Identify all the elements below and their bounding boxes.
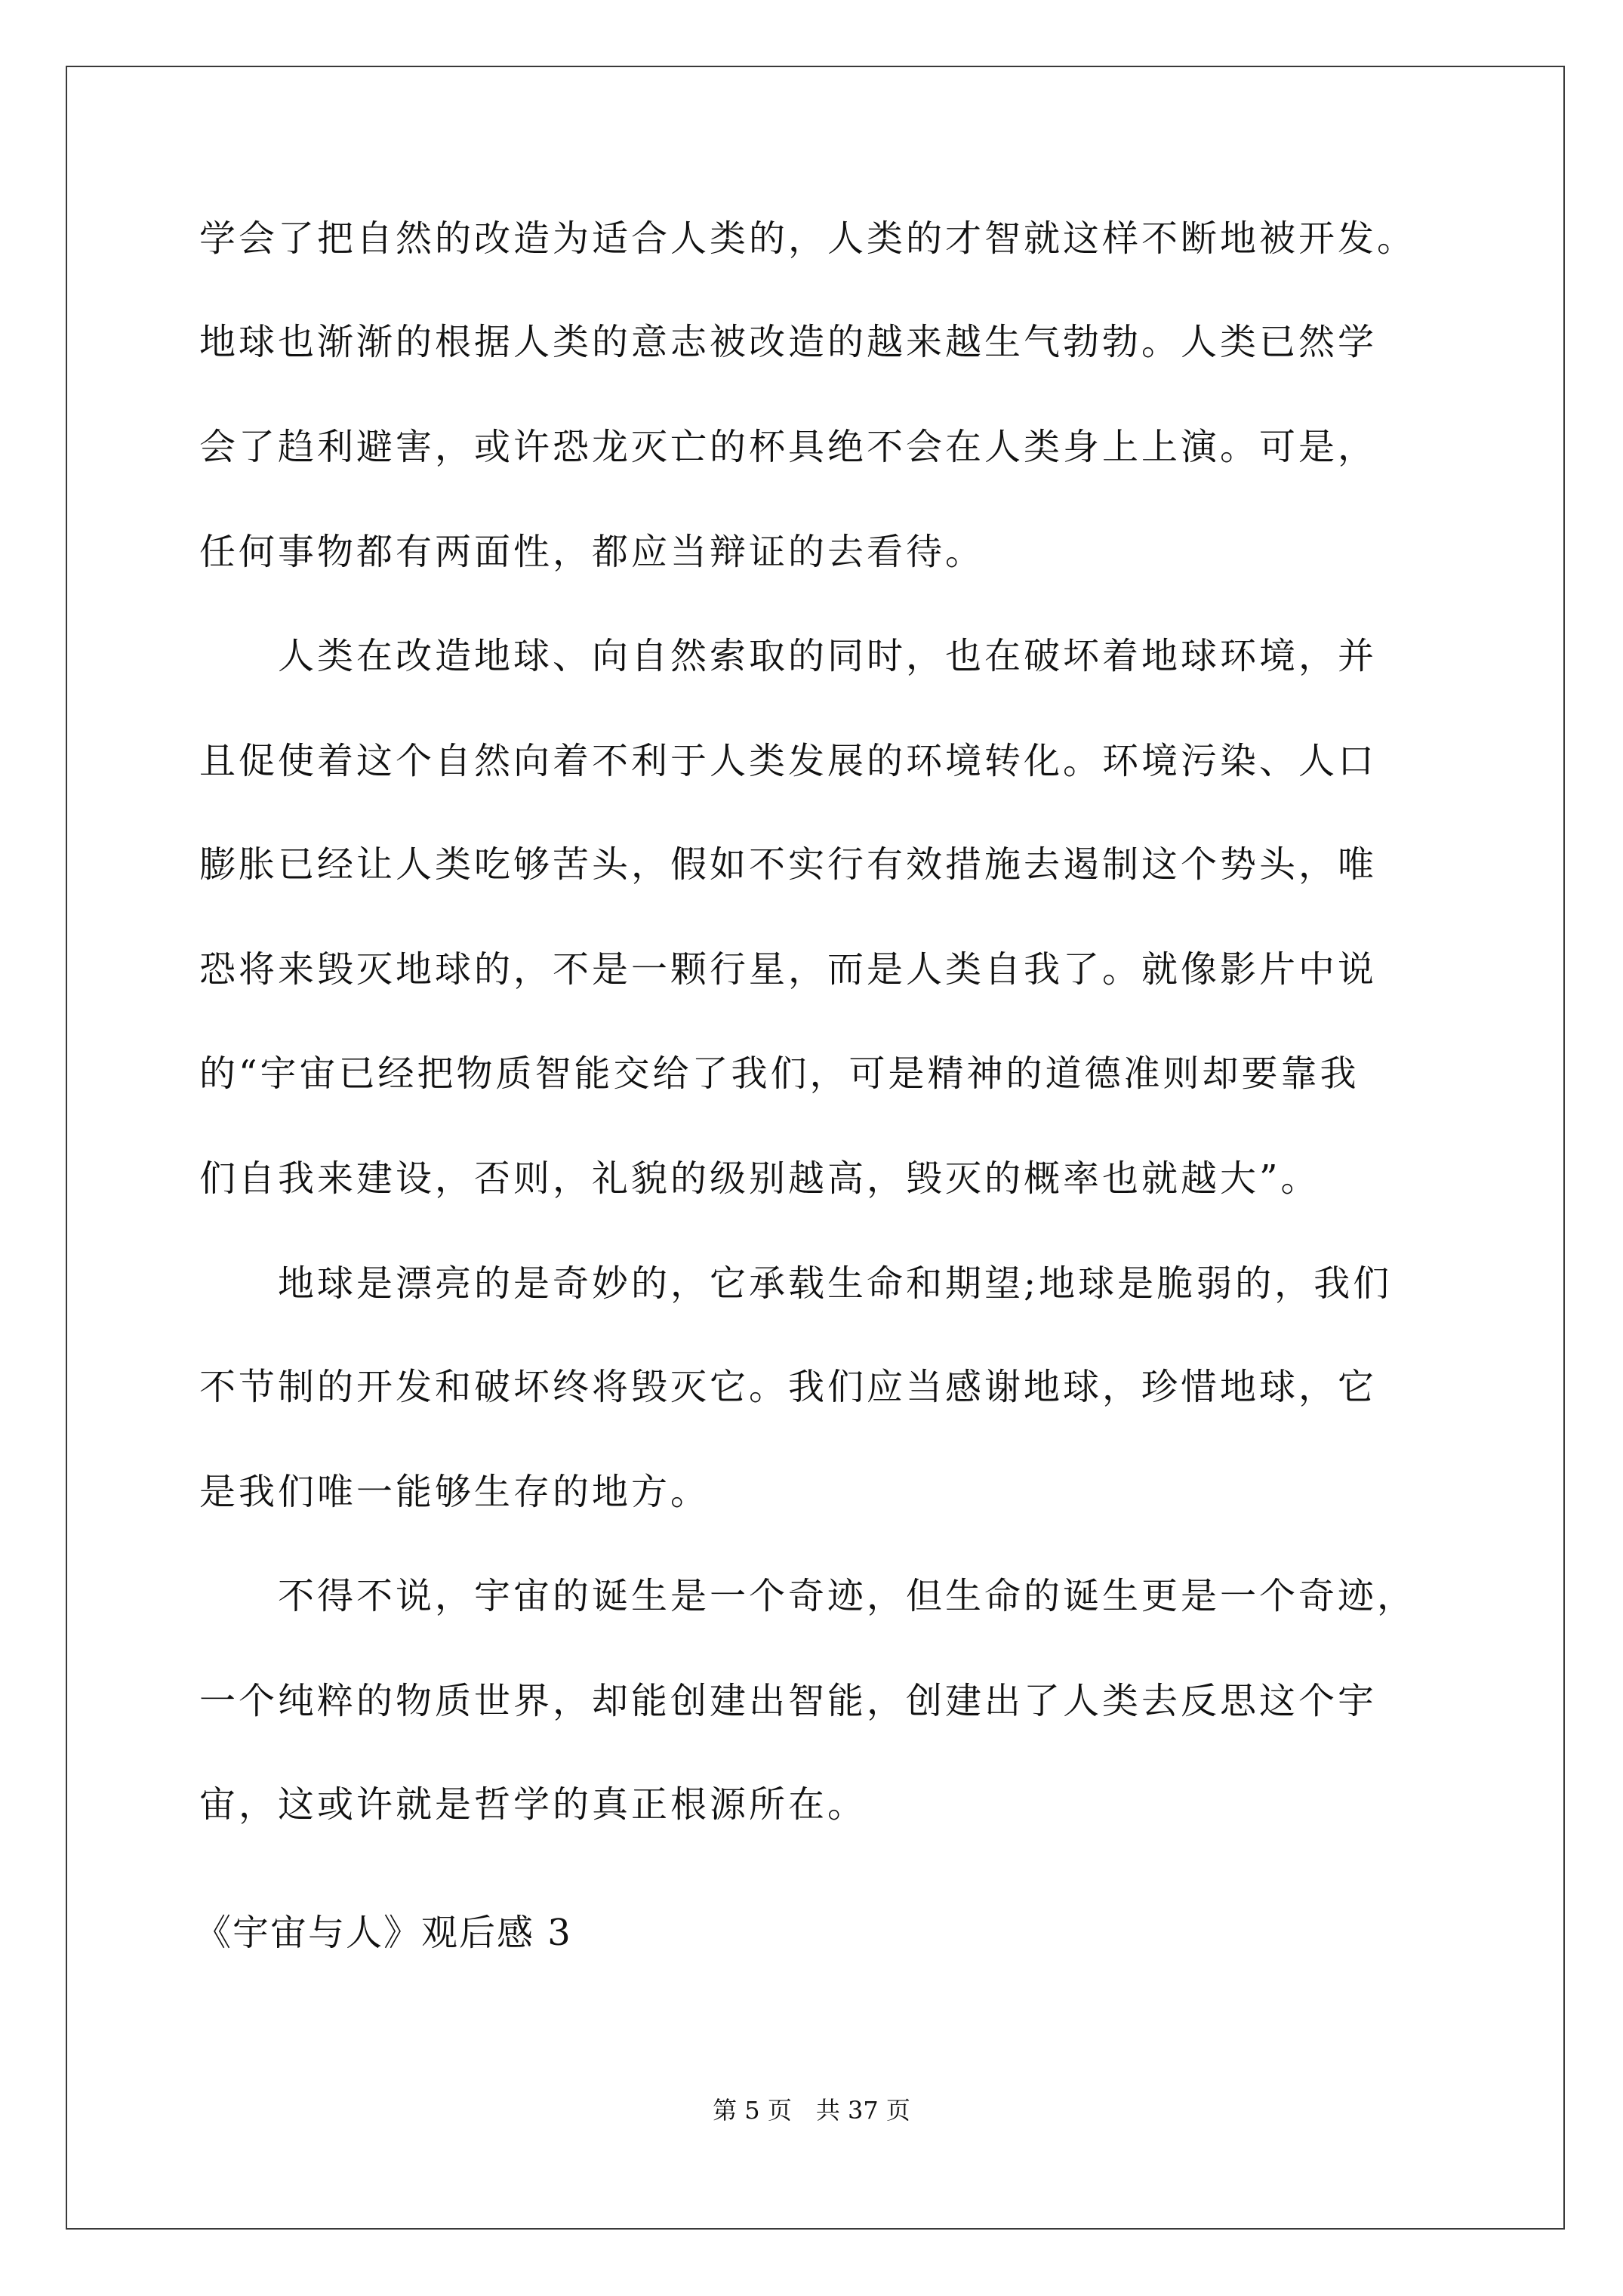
body-text-line: 宙，这或许就是哲学的真正根源所在。	[199, 1783, 867, 1826]
body-text-line: 且促使着这个自然向着不利于人类发展的环境转化。环境污染、人口	[199, 740, 1378, 782]
body-text-line: 任何事物都有两面性，都应当辩证的去看待。	[199, 531, 985, 573]
body-text-line: 恐将来毁灭地球的，不是一颗行星，而是人类自我了。就像影片中说	[199, 948, 1378, 991]
body-text-line: 学会了把自然的改造为适合人类的，人类的才智就这样不断地被开发。	[199, 217, 1417, 260]
page-border	[66, 66, 1565, 2230]
body-text-line: 膨胀已经让人类吃够苦头，假如不实行有效措施去遏制这个势头，唯	[199, 843, 1378, 886]
body-text-line: 不得不说，宇宙的诞生是一个奇迹，但生命的诞生更是一个奇迹，	[199, 1575, 1417, 1617]
body-text-line: 会了趋利避害，或许恐龙灭亡的杯具绝不会在人类身上上演。可是，	[199, 426, 1378, 468]
page-footer: 第 5 页 共 37 页	[713, 2096, 910, 2125]
body-text-line: 人类在改造地球、向自然索取的同时，也在破坏着地球环境，并	[199, 635, 1378, 677]
body-text-line: 一个纯粹的物质世界，却能创建出智能，创建出了人类去反思这个宇	[199, 1680, 1378, 1722]
body-text-line: 地球是漂亮的是奇妙的，它承载生命和期望;地球是脆弱的，我们	[199, 1262, 1393, 1305]
body-text-line: 的“宇宙已经把物质智能交给了我们，可是精神的道德准则却要靠我	[199, 1052, 1360, 1095]
body-text-line: 地球也渐渐的根据人类的意志被改造的越来越生气勃勃。人类已然学	[199, 321, 1378, 363]
body-text-line: 们自我来建设，否则，礼貌的级别越高，毁灭的概率也就越大”。	[199, 1157, 1320, 1200]
body-text-line: 是我们唯一能够生存的地方。	[199, 1471, 710, 1513]
body-text-line: 不节制的开发和破坏终将毁灭它。我们应当感谢地球，珍惜地球，它	[199, 1366, 1378, 1408]
section-heading: 《宇宙与人》观后感 3	[195, 1912, 572, 1954]
